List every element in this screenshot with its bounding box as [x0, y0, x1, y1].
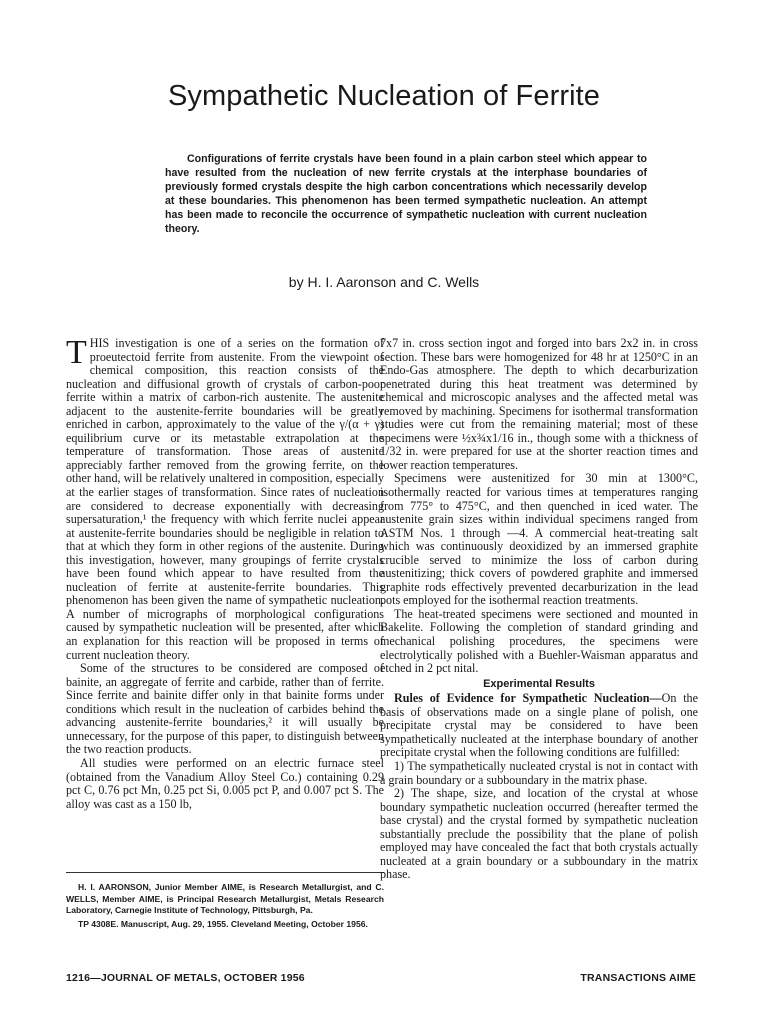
right-column — [380, 337, 698, 882]
drop-cap: T — [66, 334, 87, 371]
left-column — [66, 334, 384, 811]
footnote-divider — [66, 872, 384, 873]
paragraph-ingot: 7x7 in. cross section ingot and forged into bars 2x2 in. in cross section. These bars were homogenized for 48 hr at 1250°C in an Endo-Gas atmosphere. The depth to which decarburization penetrated during this heat treatment was determined by chemical and microscopic analyses and the affected metal was removed by machining. Specimens for isothermal transformation studies were cut from the remaining material; most of these specimens were ½x¾x1/16 in., though some with a thickness of 1/32 in. were prepared for use at the shorter reaction times and lower reaction temperatures. — [380, 336, 698, 472]
paragraph-sectioning: The heat-treated specimens were sectioned and mounted in Bakelite. Following the completion of standard grinding and mechanical polishing procedures, the specimens were electrolytically polished with a Buehler-Waisman apparatus and etched in 2 pct nital. — [380, 606, 698, 676]
intro-paragraph — [66, 334, 384, 662]
manuscript-note: TP 4308E. Manuscript, Aug. 29, 1955. Cleveland Meeting, October 1956. — [78, 918, 368, 929]
intro-text: HIS investigation is one of a series on the formation of proeutectoid ferrite from austenite. From the viewpoint of chemical composition, this reaction consists of the nucleation and diffusional growth of crystals of carbon-poor ferrite within a matrix of carbon-rich austenite. The austenite adjacent to the austenite-ferrite boundaries will be greatly enriched in carbon, approximately to the value of the γ/(α + γ) equilibrium curve or its metastable extrapolation at the temperature of transformation. Those areas of austenite appreciably farther removed from the growing ferrite, on the other hand, will be relatively unaltered in composition, especially at the earlier stages of transformation. Since rates of nucleation are considered to decrease exponentially with decreasing supersaturation,¹ the frequency with which ferrite nuclei appear at austenite-ferrite boundaries should be negligible in relation to that at which they form in other regions of the austenite. During this investigation, however, many groupings of ferrite crystals have been found which appear to have resulted from the nucleation of ferrite at austenite-ferrite boundaries. This phenomenon has been given the name of sympathetic nucleation. A number of micrographs of morphological configurations caused by sympathetic nucleation will be presented, after which an explanation for this reaction will be proposed in terms of current nucleation theory. — [66, 336, 384, 662]
footer-page-info: 1216—JOURNAL OF METALS, OCTOBER 1956 — [66, 972, 305, 984]
run-in-heading: Rules of Evidence for Sympathetic Nucleation— — [394, 691, 662, 706]
section-heading: Experimental Results — [483, 677, 595, 690]
paragraph-materials: All studies were performed on an electric furnace steel (obtained from the Vanadium Alloy Steel Co.) containing 0.29 pct C, 0.76 pct Mn, 0.25 pct Si, 0.005 pct P, and 0.007 pct S. The alloy was cast as a 150 lb, — [66, 755, 384, 811]
condition-1: 1) The sympathetically nucleated crystal is not in contact with a grain boundary or a subboundary in the matrix phase. — [380, 758, 698, 787]
article-title: Sympathetic Nucleation of Ferrite — [167, 80, 601, 112]
rules-text: On the basis of observations made on a single plane of polish, one precipitate crystal may be considered to have been sympathetically nucleated at the interphase boundary of another precipitate crystal when the following conditions are fulfilled: — [380, 691, 698, 760]
paragraph-bainite: Some of the structures to be considered are composed of bainite, an aggregate of ferrite and carbide, rather than of ferrite. Since ferrite and bainite differ only in that bainite forms under conditions which result in the nucleation of carbides behind the advancing austenite-ferrite boundaries,² it will usually be unnecessary, for the purpose of this paper, to distinguish between the two reaction products. — [66, 661, 384, 757]
footnotes — [66, 882, 384, 932]
paragraph-austenitizing: Specimens were austenitized for 30 min at 1300°C, isothermally reacted for various times at temperatures ranging from 775° to 475°C, and then quenched in iced water. The austenite grain sizes within individual specimens ranged from ASTM Nos. 1 through —4. A commercial heat-treating salt which was continuously deoxidized by an immersed graphite crucible served to minimize the loss of carbon during austenitizing; thick covers of powdered graphite and immersed graphite rods effectively prevented decarburization in the lead pots employed for the isothermal reaction treatments. — [380, 471, 698, 608]
author-affiliation-note: H. I. AARONSON, Junior Member AIME, is Research Metallurgist, and C. WELLS, Member AIME, is Principal Research Metallurgist, Metals Research Laboratory, Carnegie Institute of Technology, Pittsburgh, Pa. — [66, 882, 384, 915]
paragraph-rules — [380, 692, 698, 760]
abstract: Configurations of ferrite crystals have been found in a plain carbon steel which appear to have resulted from the nucleation of new ferrite crystals at the interphase boundaries of previously formed crystals despite the high carbon concentrations which necessarily develop at these boundaries. This phenomenon has been termed sympathetic nucleation. An attempt has been made to reconcile the occurrence of sympathetic nucleation with current nucleation theory. — [165, 153, 647, 235]
condition-2: 2) The shape, size, and location of the crystal at whose boundary sympathetic nucleation occurred (hereafter termed the base crystal) and the crystal formed by sympathetic nucleation substantially preclude the possibility that the plane of polish employed may have concealed the fact that both crystals actually nucleated at a grain boundary or a subboundary in the matrix phase. — [380, 786, 698, 882]
footer-publication: TRANSACTIONS AIME — [580, 972, 696, 984]
author-byline: by H. I. Aaronson and C. Wells — [288, 274, 480, 290]
